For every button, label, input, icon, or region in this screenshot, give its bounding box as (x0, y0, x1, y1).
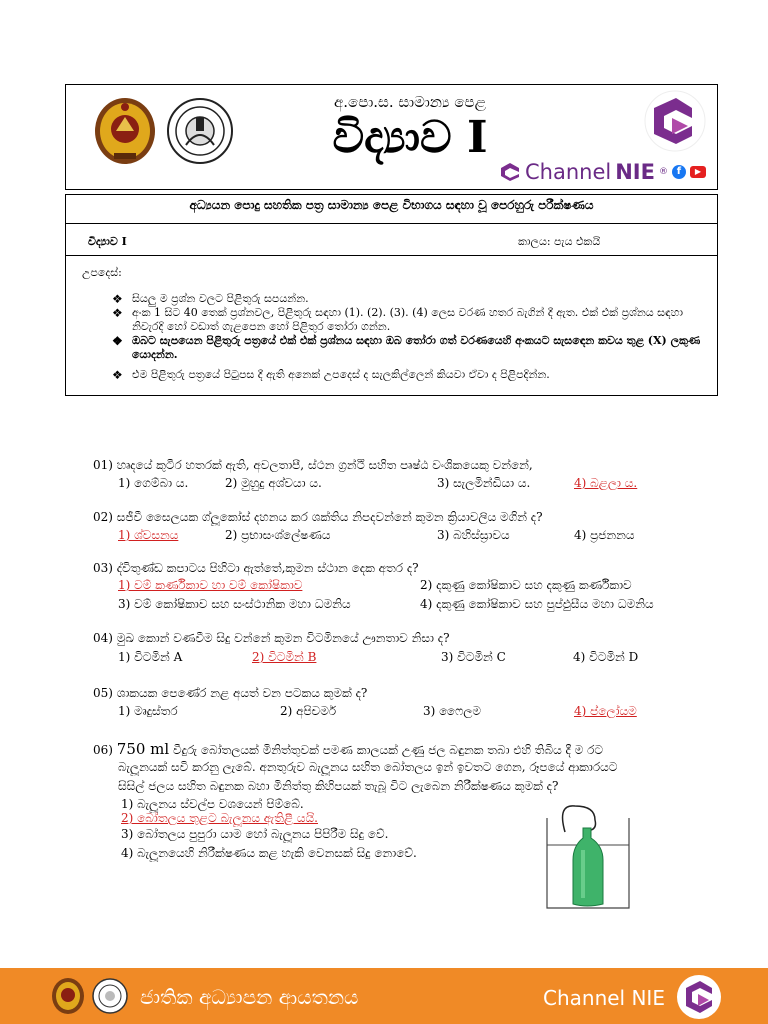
exam-level: අ.පො.ස. සාමාන්‍ය පෙළ (333, 93, 487, 111)
time-label: කාලය: පැය එකයි (518, 235, 601, 248)
brand-nie-text: NIE (615, 160, 655, 184)
question-6-text (93, 740, 713, 758)
q6-line-1: වීදුරු බෝතලයක් මිනිත්තුවක් පමණ කාලයක් උණු ජල බඳුනක තබා එහි තිබිය දී ම රට (173, 743, 603, 757)
q1-option-4-answer[interactable]: 4) බළලා ය. (574, 476, 638, 490)
youtube-icon[interactable]: ▶ (690, 166, 706, 178)
q3-option-1-answer[interactable]: 1) වම් කර්ණිකාව හා වම් කෝෂිකාව (118, 578, 303, 592)
instruction-item: ❖ ඔබට සැපයෙන පිළිතුරු පත්‍රයේ එක් එක් ප්‍රශ්නය සඳහා ඔබ තෝරා ගත් වරණයෙහි අංකයට සැසඳෙන කවය තුළ (X) ලකුණ යොදන්න. (112, 334, 701, 361)
q1-option-3[interactable]: 3) සැලමින්ඩියා ය. (437, 476, 531, 490)
nie-seal-icon (166, 95, 234, 167)
q4-option-1[interactable]: 1) විටමින් A (118, 650, 183, 664)
q5-option-3[interactable]: 3) ෆෛලම (423, 704, 482, 718)
instruction-item: ❖ එම පිළිතුරු පත්‍රයේ පිටුපස දී ඇති අනෙක් උපදෙස් ද සැලකිල්ලෙන් කියවා ඒවා ද පිළිපදින්න. (112, 368, 550, 382)
bottle-in-water-figure (545, 800, 631, 910)
diamond-bullet-icon: ❖ (112, 334, 123, 348)
instruction-item: ❖ අංක 1 සිට 40 තෙක් ප්‍රශ්නවල, පිළිතුරු සඳහා (1). (2). (3). (4) ලෙස වරණ හතර බැගින් දී ඇත. එක් එක් ප්‍රශ්නය සඳහා නිවැරදි හෝ වඩාත් ගැළපෙන හෝ පිළිතුර තෝරා ගන්න. (112, 306, 683, 333)
instructions-box-title: අධ්‍යයන පොදු සහතික පත්‍ර සාමාන්‍ය පෙළ විභාගය සඳහා වූ පෙරහුරු පරීක්ෂණය (189, 198, 594, 212)
brand-channel-text: Channel (525, 160, 612, 184)
q4-option-3[interactable]: 3) විටමින් C (441, 650, 506, 664)
q5-option-2[interactable]: 2) අපිචර්ම (280, 704, 337, 718)
q6-option-1[interactable]: 1) බැලූනය ස්වල්ප වශයෙන් පිම්බේ. (121, 797, 304, 811)
q1-option-1[interactable]: 1) ගෙම්බා ය. (118, 476, 189, 490)
q6-option-3[interactable]: 3) බෝතලය පුපුරා යාම හෝ බැලූනය පිපිරීම සිදු වේ. (121, 827, 389, 841)
sri-lanka-emblem-icon (92, 95, 158, 167)
q2-option-1-answer[interactable]: 1) ශ්වසනය (118, 528, 179, 542)
instruction-item: ❖ සියලු ම ප්‍රශ්න වලට පිළිතුරු සපයන්න. (112, 292, 309, 306)
q6-volume: 750 ml (116, 740, 170, 758)
q4-option-4[interactable]: 4) විටමින් D (573, 650, 639, 664)
question-1-text: 01) හෘදයේ කුටීර හතරක් ඇති, අවලතාපී, ස්ථන ග්‍රන්ථි සහිත පෘෂ්ඨ වංශිකයෙකු වන්නේ, (93, 458, 533, 472)
q1-option-2[interactable]: 2) මුහුදු අශ්වයා ය. (225, 476, 322, 490)
question-5-text: 05) ශාකයක පෙණේර නළ අයත් වන පටකය කුමක් ද? (93, 686, 368, 700)
registered-mark: ® (658, 167, 668, 177)
q6-number: 06) (93, 743, 113, 757)
footer-nie-seal-icon (91, 976, 129, 1016)
q3-option-2[interactable]: 2) දකුණු කෝෂිකාව සහ දකුණු කර්ණිකාව (420, 578, 632, 592)
q3-option-3[interactable]: 3) වම් කෝෂිකාව සහ සංස්ථානික මහා ධමනිය (118, 597, 351, 611)
q6-option-4[interactable]: 4) බැලූනයෙහි නිරීක්ෂණය කළ හැකි වෙනසක් සිදු නොවේ. (121, 846, 417, 860)
footer-brand: Channel NIE (543, 986, 665, 1010)
q6-line-3: සිසිල් ජලය සහිත බඳුනක බහා මිනිත්තු කිහිපයක් තැබූ විට ලැබෙන නිරීක්ෂණය කුමක් ද? (118, 779, 559, 793)
channel-nie-logo-icon (636, 88, 714, 154)
footer-channel-nie-logo-icon (676, 974, 722, 1020)
q5-option-1[interactable]: 1) මෘදුස්තර (118, 704, 178, 718)
question-3-text: 03) ද්විතුණ්ඩ කපාටය පිහිටා ඇත්තේ,කුමන ස්ථාන දෙක අතර ද? (93, 561, 419, 575)
diamond-bullet-icon: ❖ (112, 368, 123, 382)
subject-title: විද්‍යාව I (332, 112, 488, 163)
q2-option-2[interactable]: 2) ප්‍රභාසංශ්ලේෂණය (225, 528, 331, 542)
subject-label: විද්‍යාව I (88, 235, 127, 248)
footer-emblem-icon (50, 976, 86, 1016)
question-2-text: 02) සජීවී සෛලයක ග්ලූකෝස් දහනය කර ශක්තිය නිපදවන්නේ කුමන ක්‍රියාවලිය මගින් ද? (93, 510, 543, 524)
q5-option-4-answer[interactable]: 4) ප්ලෝයම (574, 704, 637, 718)
facebook-icon[interactable]: f (672, 165, 686, 179)
diamond-bullet-icon: ❖ (112, 292, 123, 306)
channel-nie-banner (499, 160, 706, 184)
instructions-label: උපදෙස්: (82, 266, 122, 279)
diamond-bullet-icon: ❖ (112, 306, 123, 320)
q6-line-2: බැලූනයක් සවි කරනු ලැබේ. අනතුරුව බැලූනය සහිත බෝතලය ඉන් ඉවතට ගෙන, රූපයේ ආකාරයට (118, 760, 618, 774)
q3-option-4[interactable]: 4) දකුණු කෝෂිකාව සහ පුප්ඵුසීය මහා ධමනිය (420, 597, 654, 611)
q2-option-4[interactable]: 4) ප්‍රජනනය (574, 528, 635, 542)
q6-option-2-answer[interactable]: 2) බෝතලය තුළට බැලූනය ඇතිළී යයි. (121, 811, 318, 825)
channel-nie-mini-logo-icon (499, 162, 521, 182)
institute-name: ජාතික අධ්‍යාපන ආයතනය (140, 985, 359, 1009)
question-4-text: 04) මුඛ කොන් වණවීම සිදු වන්නේ කුමන විටමිනයේ ඌනතාව නිසා ද? (93, 631, 450, 645)
q2-option-3[interactable]: 3) බහිස්ස්‍රාවය (437, 528, 510, 542)
q4-option-2-answer[interactable]: 2) විටමින් B (252, 650, 317, 664)
